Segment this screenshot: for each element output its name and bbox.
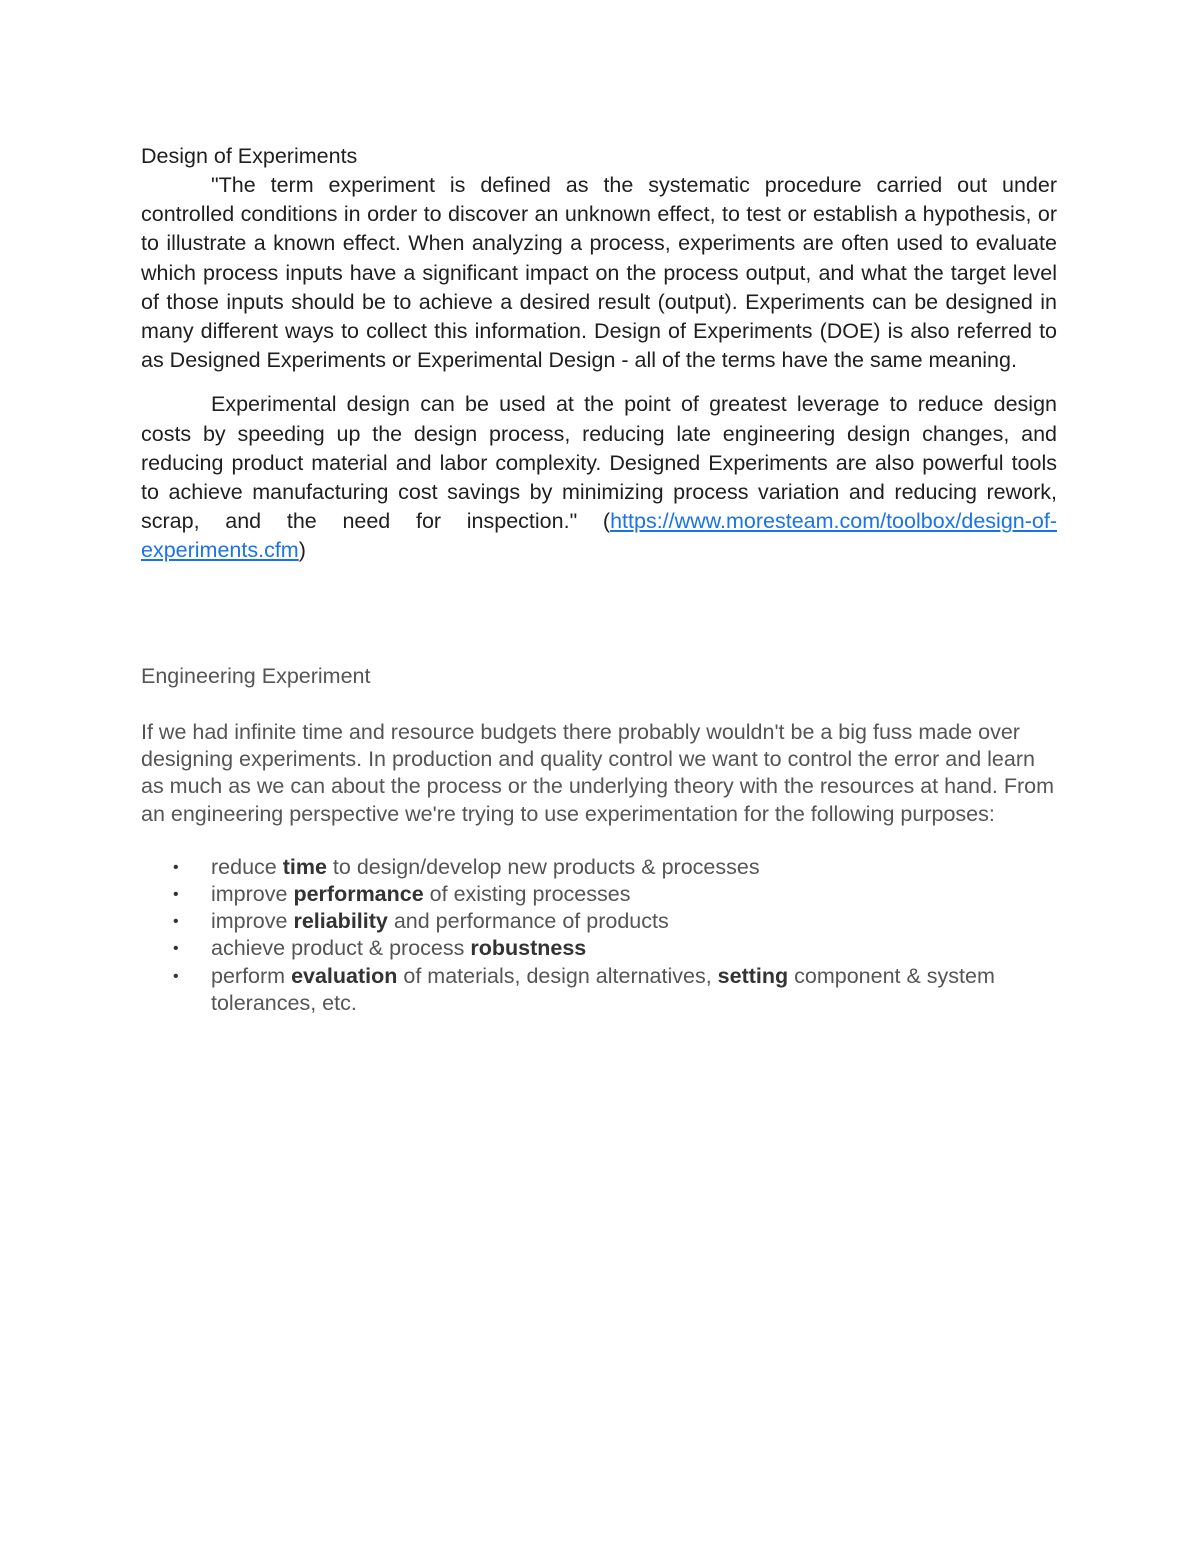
item-text: component & system tolerances, etc.	[211, 963, 995, 1015]
definition-paragraph: "The term experiment is defined as the systematic procedure carried out under controlled conditions in order to discover an unknown effect, to test or establish a hypothesis, or to illustrate a known effect. When analyzing a process, experiments are often used to evaluate which process inputs have a significant impact on the process output, and what the target level of those inputs should be to achieve a desired result (output). Experiments can be designed in many different ways to collect this information. Design of Experiments (DOE) is also referred to as Designed Experiments or Experimental Design - all of the terms have the same meaning.	[141, 173, 1057, 373]
bullet-icon: •	[173, 940, 179, 958]
item-text: achieve product & process	[211, 936, 471, 961]
list-item	[141, 881, 1031, 908]
list-item	[141, 854, 1031, 881]
item-text: improve	[211, 882, 294, 907]
section-heading: Engineering Experiment	[141, 664, 371, 688]
item-emphasis: robustness	[470, 936, 587, 961]
item-emphasis: performance	[293, 882, 424, 907]
item-text: to design/develop new products & processes	[326, 854, 760, 879]
item-text: of materials, design alternatives,	[397, 963, 718, 988]
item-text: of existing processes	[423, 882, 631, 907]
leverage-text: Experimental design can be used at the point of greatest leverage to reduce design costs by speeding up the design process, reducing late engineering design changes, and reducing product material and labor complexity. Designed Experiments are also powerful tools to achieve manufacturing cost savings by minimizing process variation and reducing rework, scrap, and the need for inspection."	[141, 392, 1057, 534]
link-open-paren: (	[602, 509, 611, 534]
list-item	[141, 935, 1031, 962]
item-text: reduce	[211, 854, 283, 879]
item-text: and performance of products	[387, 909, 669, 934]
leverage-paragraph	[141, 390, 1057, 565]
bullet-icon: •	[173, 913, 179, 931]
document-page	[141, 142, 1057, 1015]
list-item	[141, 963, 1031, 1017]
list-item	[141, 908, 1031, 935]
item-emphasis: time	[282, 854, 327, 879]
item-text: perform	[211, 963, 292, 988]
intro-paragraph: If we had infinite time and resource budgets there probably wouldn't be a big fuss made over designing experiments. In production and quality control we want to control the error and learn as much as we can about the process or the underlying theory with the resources at hand. From an engineering perspective we're trying to use experimentation for the following purposes:	[141, 720, 1055, 826]
item-emphasis: reliability	[293, 909, 388, 934]
item-emphasis: setting	[717, 963, 789, 988]
design-of-experiments-section	[141, 142, 1057, 566]
link-close-paren: )	[298, 538, 306, 563]
source-link[interactable]: https://www.moresteam.com/toolbox/design-of-experiments.cfm	[141, 509, 1057, 563]
bullet-icon: •	[173, 886, 179, 904]
item-emphasis: evaluation	[291, 963, 398, 988]
item-text: improve	[211, 909, 294, 934]
bullet-icon: •	[173, 967, 179, 985]
purposes-list	[141, 854, 1057, 1017]
bullet-icon: •	[173, 858, 179, 876]
engineering-experiment-section	[141, 662, 1057, 1017]
document-title: Design of Experiments	[141, 144, 358, 168]
